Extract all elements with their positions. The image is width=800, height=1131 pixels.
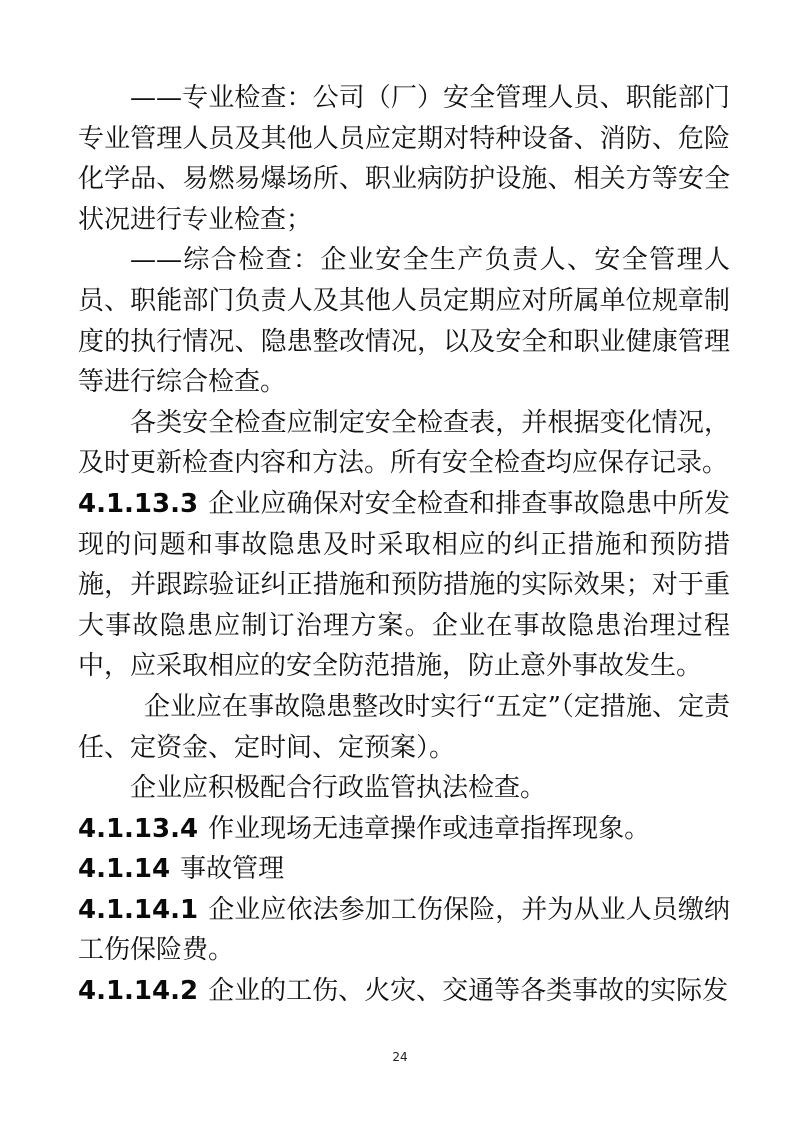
document-body bbox=[78, 78, 730, 1012]
clause-text: 企业的工伤、火灾、交通等各类事故的实际发 bbox=[208, 976, 729, 1007]
paragraph-text: 企业应在事故隐患整改时实行“五定”（定措施、定责任、定资金、定时间、定预案）。 bbox=[78, 691, 730, 763]
paragraph-text: 各类安全检查应制定安全检查表，并根据变化情况，及时更新检查内容和方法。所有安全检查均应保存记录。 bbox=[78, 407, 730, 479]
paragraph-professional-inspection bbox=[78, 78, 730, 240]
paragraph-text: ——综合检查：企业安全生产负责人、安全管理人员、职能部门负责人及其他人员定期应对所属单位规章制度的执行情况、隐患整改情况，以及安全和职业健康管理等进行综合检查。 bbox=[78, 245, 730, 398]
clause-text: 作业现场无违章操作或违章指挥现象。 bbox=[208, 813, 651, 844]
clause-number: 4.1.13.3 bbox=[78, 488, 199, 519]
paragraph-supervision-cooperation bbox=[78, 768, 730, 809]
clause-4-1-14-2 bbox=[78, 971, 730, 1012]
clause-text: 企业应依法参加工伤保险，并为从业人员缴纳工伤保险费。 bbox=[78, 894, 730, 966]
paragraph-five-fixes bbox=[78, 687, 730, 768]
clause-4-1-13-3 bbox=[78, 484, 730, 687]
page-number: 24 bbox=[392, 1050, 408, 1064]
clause-text: 企业应确保对安全检查和排查事故隐患中所发现的问题和事故隐患及时采取相应的纠正措施和预防措施，并跟踪验证纠正措施和预防措施的实际效果；对于重大事故隐患应制订治理方案。企业在事故隐患治理过程中，应采取相应的安全防范措施，防止意外事故发生。 bbox=[78, 488, 730, 682]
clause-number: 4.1.14.2 bbox=[78, 976, 199, 1007]
clause-number: 4.1.13.4 bbox=[78, 813, 199, 844]
section-title: 事故管理 bbox=[180, 854, 285, 885]
clause-4-1-14-1 bbox=[78, 890, 730, 971]
paragraph-comprehensive-inspection bbox=[78, 240, 730, 402]
paragraph-text: ——专业检查：公司（厂）安全管理人员、职能部门专业管理人员及其他人员应定期对特种设备、消防、危险化学品、易燃易爆场所、职业病防护设施、相关方等安全状况进行专业检查； bbox=[78, 83, 730, 235]
section-heading-4-1-14 bbox=[78, 849, 730, 890]
clause-number: 4.1.14.1 bbox=[78, 894, 199, 925]
section-number: 4.1.14 bbox=[78, 854, 171, 885]
clause-4-1-13-4 bbox=[78, 809, 730, 850]
paragraph-inspection-checklist bbox=[78, 403, 730, 484]
paragraph-text: 企业应积极配合行政监管执法检查。 bbox=[130, 773, 547, 804]
